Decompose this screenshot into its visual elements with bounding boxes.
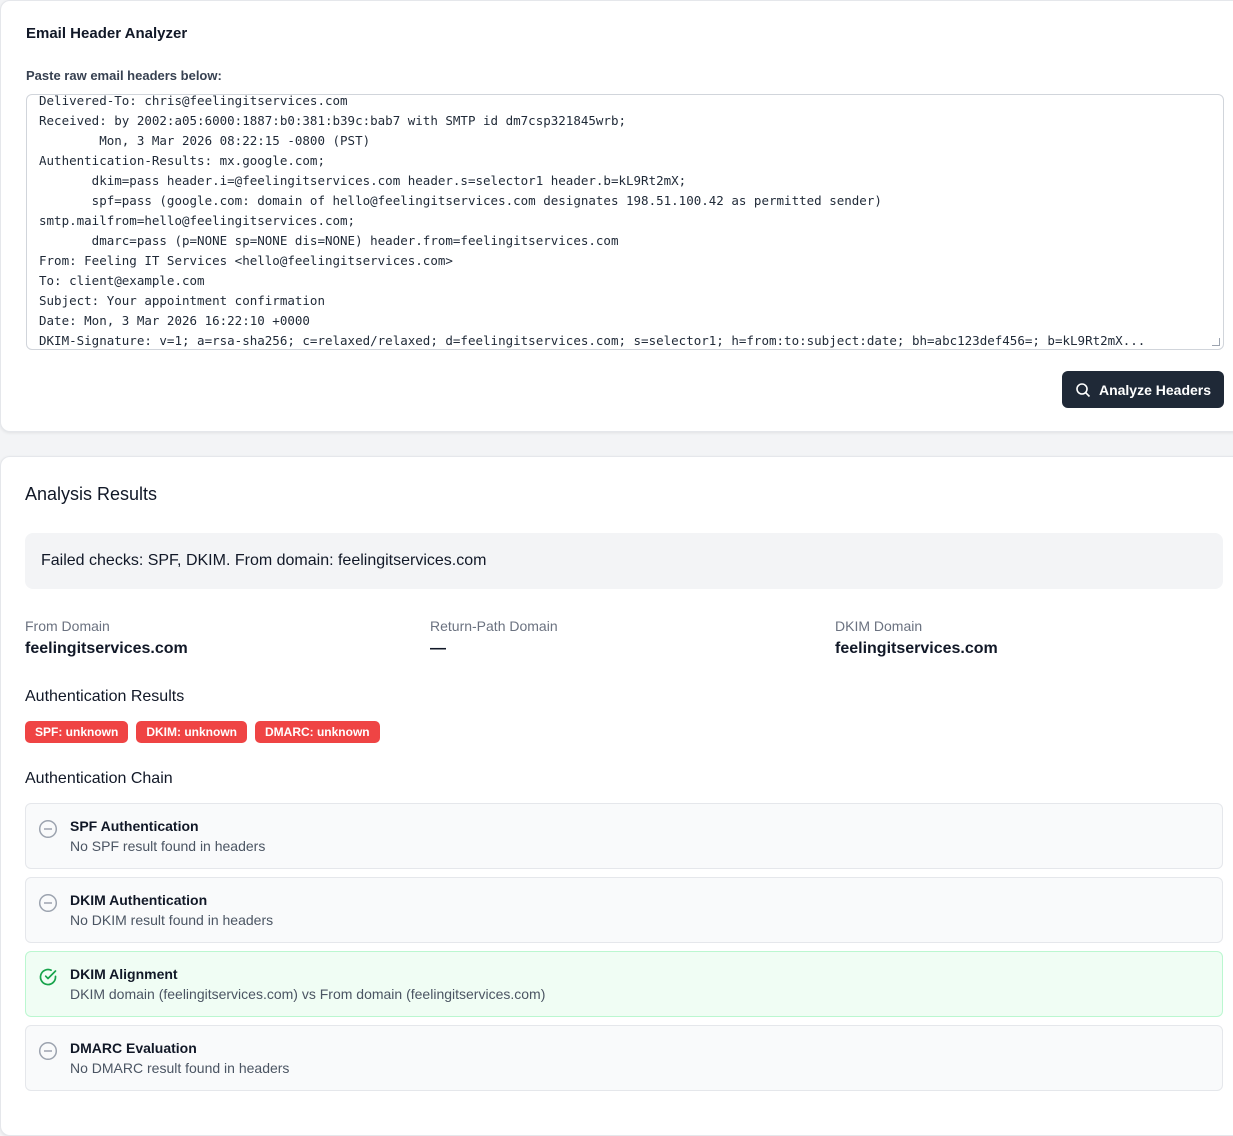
analyzer-card (0, 0, 1233, 432)
spf-status-badge: SPF: unknown (25, 721, 128, 743)
dkim-status-badge: DKIM: unknown (136, 721, 247, 743)
results-title: Analysis Results (25, 484, 158, 504)
chain-item-dmarc (25, 1025, 1223, 1091)
check-circle-icon (38, 967, 58, 987)
return-path-domain-value: — (430, 640, 446, 657)
chain-desc: No SPF result found in headers (70, 838, 266, 854)
chain-title: DKIM Alignment (70, 966, 178, 982)
auth-results-heading: Authentication Results (25, 688, 185, 705)
headers-textarea[interactable] (26, 94, 1224, 350)
chain-desc: DKIM domain (feelingitservices.com) vs From domain (feelingitservices.com) (70, 986, 546, 1002)
dkim-domain (835, 618, 998, 658)
return-path-domain-label: Return-Path Domain (430, 618, 558, 634)
analyze-button-label: Analyze Headers (1098, 381, 1212, 398)
chain-item-dkim-alignment (25, 951, 1223, 1017)
from-domain-label: From Domain (25, 618, 110, 634)
minus-circle-icon (38, 1041, 58, 1061)
auth-badges (25, 721, 380, 743)
summary-text: Failed checks: SPF, DKIM. From domain: feelingitservices.com (41, 552, 487, 569)
chain-desc: No DMARC result found in headers (70, 1060, 290, 1076)
dmarc-status-badge: DMARC: unknown (255, 721, 380, 743)
minus-circle-icon (38, 819, 58, 839)
analyzer-title: Email Header Analyzer (26, 25, 188, 42)
analyze-headers-button[interactable] (1062, 371, 1224, 408)
minus-circle-icon (38, 893, 58, 913)
chain-title: SPF Authentication (70, 818, 199, 834)
chain-title: DKIM Authentication (70, 892, 208, 908)
chain-title: DMARC Evaluation (70, 1040, 197, 1056)
chain-item-dkim (25, 877, 1223, 943)
dkim-domain-label: DKIM Domain (835, 618, 923, 634)
from-domain (25, 618, 188, 658)
return-path-domain (430, 618, 558, 658)
dkim-domain-value: feelingitservices.com (835, 640, 998, 657)
auth-chain-heading: Authentication Chain (25, 770, 173, 787)
headers-text: Delivered-To: chris@feelingitservices.com Received: by 2002:a05:6000:1887:b0:381:b39c:bab7 with SMTP id dm7csp321845wrb; Mon, 3 Mar 2026 08:22:15 -0800 (PST) Authentication-Results: mx.google.com; dkim=pass header.i=@feelingitservices.com header.s=selector1 header.b=kL9Rt2mX; spf=pass (google.com: domain of hello@feelingitservices.com designates 198.51.100.42 as permitted sender) smtp.mailfrom=hello@feelingitservices.com; dmarc=pass (p=NONE sp=NONE dis=NONE) header.from=feelingitservices.com From: Feeling IT Services <hello@feelingitservices.com> To: client@example.com Subject: Your appointment confirmation Date: Mon, 3 Mar 2026 16:22:10 +0000 DKIM-Signature: v=1; a=rsa-sha256; c=relaxed/relaxed; d=feelingitservices.com; s=selector1; h=from:to:subject:date; bh=abc123def456=; b=kL9Rt2mX... (39, 94, 1146, 348)
resize-handle-icon[interactable] (1212, 338, 1220, 346)
headers-input-label: Paste raw email headers below: (26, 68, 222, 83)
chain-desc: No DKIM result found in headers (70, 912, 274, 928)
chain-item-spf (25, 803, 1223, 869)
from-domain-value: feelingitservices.com (25, 640, 188, 657)
search-icon (1075, 382, 1091, 398)
results-summary (25, 533, 1223, 589)
